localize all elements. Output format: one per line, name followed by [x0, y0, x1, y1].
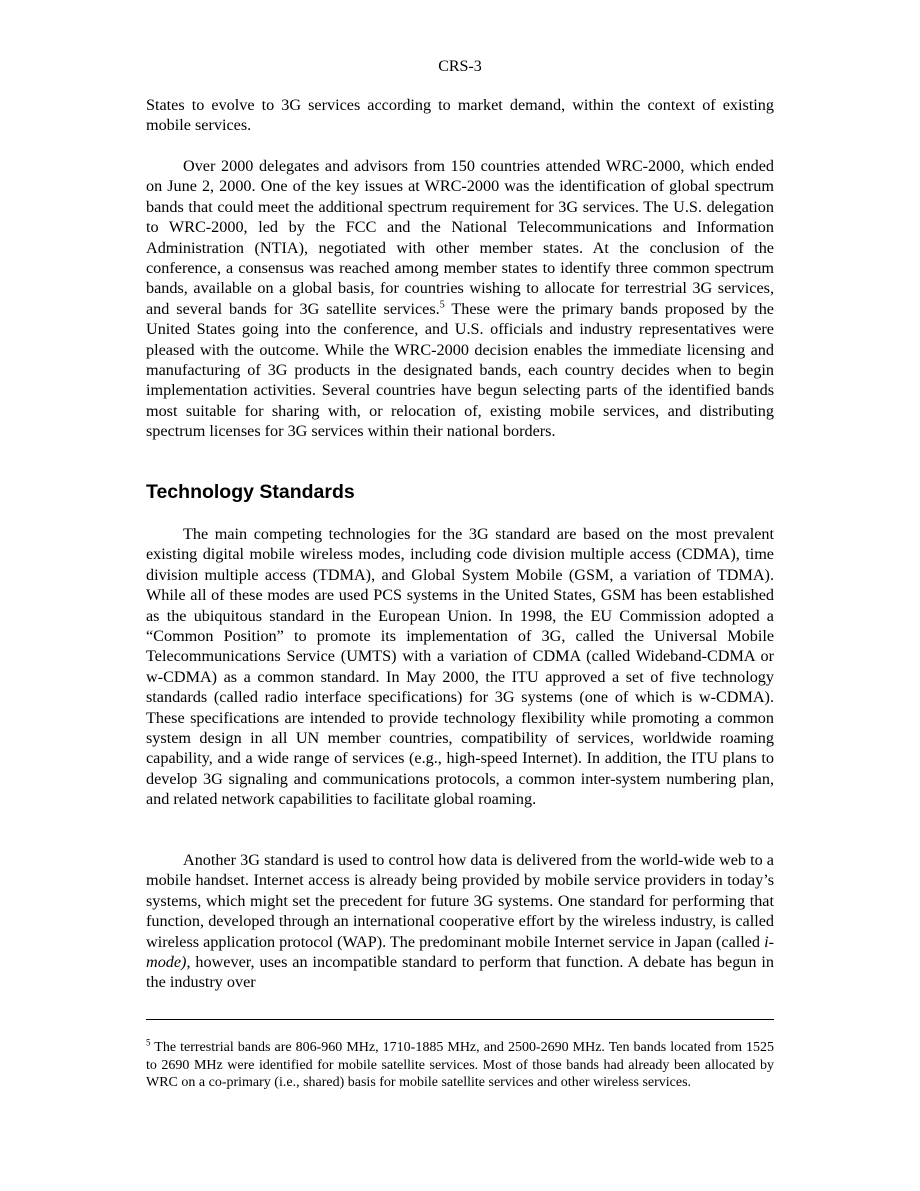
- paragraph-text: Another 3G standard is used to control how data is delivered from the world-wide web to a mobile handset. Internet access is already being provided by mobile service providers in today’s systems, which might set the precedent for future 3G systems. One standard for performing that function, developed through an international cooperative effort by the wireless industry, is called wireless application protocol (WAP). The predominant mobile Internet service in Japan (called: [146, 851, 774, 951]
- footnote-number: 5: [146, 1037, 151, 1048]
- paragraph-text: Over 2000 delegates and advisors from 150 countries attended WRC-2000, which ended on June 2, 2000. One of the key issues at WRC-2000 was the identification of global spectrum bands that could meet the additional spectrum requirement for 3G services. The U.S. delegation to WRC-2000, led by the FCC and the National Telecommunications and Information Administration (NTIA), negotiated with other member states. At the conclusion of the conference, a consensus was reached among member states to identify three common spectrum bands, available on a global basis, for countries wishing to allocate for terrestrial 3G services, and several bands for 3G satellite services.: [146, 157, 774, 318]
- section-heading-technology-standards: Technology Standards: [146, 481, 355, 503]
- footnote-text: The terrestrial bands are 806-960 MHz, 1710-1885 MHz, and 2500-2690 MHz. Ten bands located from 1525 to 2690 MHz were identified for mobile satellite services. Most of those bands had already been allocated by WRC on a co-primary (i.e., shared) basis for mobile satellite services and other wireless services.: [146, 1040, 774, 1091]
- page-number-header: CRS-3: [438, 58, 482, 75]
- footnote-separator-rule: [146, 1019, 774, 1020]
- paragraph-wap-standard: [146, 850, 774, 993]
- paragraph-continuation: [146, 95, 774, 136]
- italic-term-i-mode: i-mode): [146, 932, 774, 972]
- footnote-5: [146, 1039, 774, 1092]
- paragraph-competing-technologies: [146, 524, 774, 810]
- paragraph-text-continued: These were the primary bands proposed by the United States going into the conference, and U.S. officials and industry representatives were pleased with the outcome. While the WRC-2000 decision enables the immediate licensing and manufacturing of 3G products in the designated bands, each country decides when to begin implementation activities. Several countries have begun selecting parts of the identified bands most suitable for sharing with, or relocation of, existing mobile services, and distributing spectrum licenses for 3G services within their national borders.: [146, 299, 774, 441]
- footnote-reference[interactable]: 5: [439, 299, 445, 311]
- paragraph-wrc-2000: [146, 156, 774, 442]
- paragraph-text-continued: , however, uses an incompatible standard to perform that function. A debate has begun in the industry over: [146, 953, 774, 992]
- paragraph-text: States to evolve to 3G services according to market demand, within the context of existing mobile services.: [146, 96, 774, 135]
- paragraph-text: The main competing technologies for the 3G standard are based on the most prevalent existing digital mobile wireless modes, including code division multiple access (CDMA), time division multiple access (TDMA), and Global System Mobile (GSM, a variation of TDMA). While all of these modes are used PCS systems in the United States, GSM has been established as the ubiquitous standard in the European Union. In 1998, the EU Commission adopted a “Common Position” to promote its implementation of 3G, called the Universal Mobile Telecommunications Service (UMTS) with a variation of CDMA (called Wideband-CDMA or w-CDMA) as a common standard. In May 2000, the ITU approved a set of five technology standards (called radio interface specifications) for 3G systems (one of which is w-CDMA). These specifications are intended to provide technology flexibility while promoting a common system design in all UN member countries, compatibility of services, worldwide roaming capability, and a wide range of services (e.g., high-speed Internet). In addition, the ITU plans to develop 3G signaling and communications protocols, a common inter-system numbering plan, and related network capabilities to facilitate global roaming.: [146, 525, 774, 809]
